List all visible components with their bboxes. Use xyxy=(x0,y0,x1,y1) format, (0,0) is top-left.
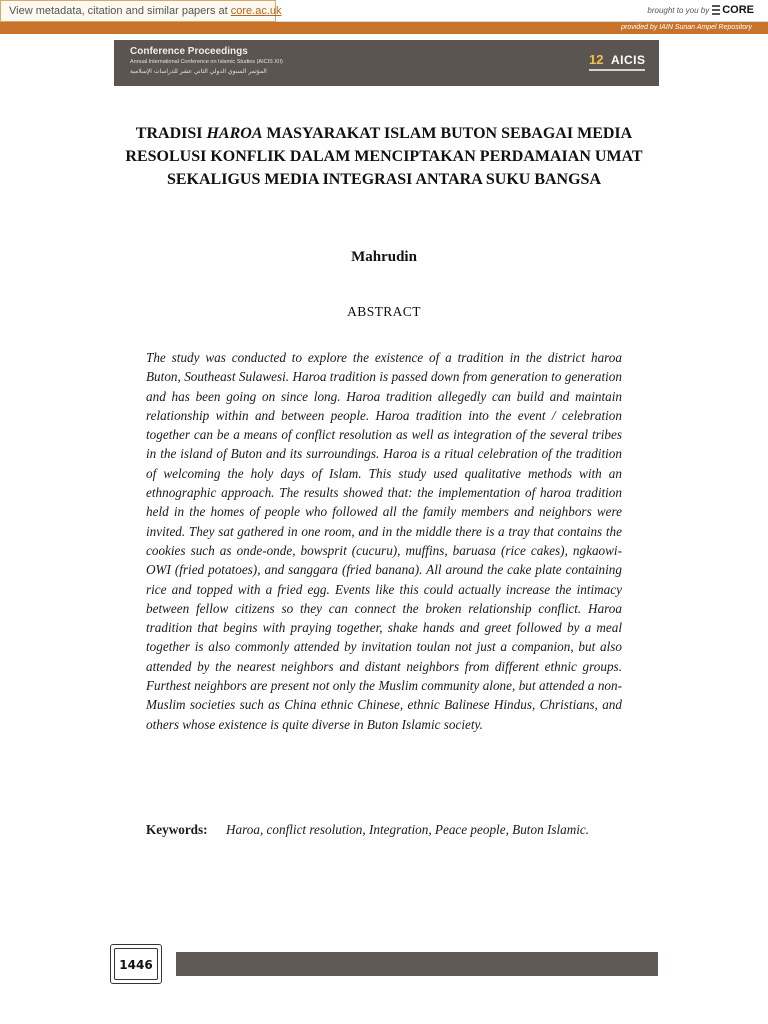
page-number-box xyxy=(110,944,162,984)
paper-author: Mahrudin xyxy=(351,249,417,265)
aicis-logo-acronym: AICIS xyxy=(611,53,646,67)
core-metadata-text: View metadata, citation and similar papers at xyxy=(9,5,231,17)
aicis-logo-underline xyxy=(589,69,645,71)
keywords-list: Haroa, conflict resolution, Integration, Peace people, Buton Islamic. xyxy=(226,822,590,837)
title-rest: MASYARAKAT ISLAM BUTON SEBAGAI MEDIA RESOLUSI KONFLIK DALAM MENCIPTAKAN PERDAMAIAN UMAT SEKALIGUS MEDIA INTEGRASI ANTARA SUKU BANGSA xyxy=(125,125,643,188)
keywords-block xyxy=(146,820,622,839)
footer-bar xyxy=(176,952,658,976)
core-logo[interactable] xyxy=(712,4,754,16)
abstract-heading: ABSTRACT xyxy=(347,304,421,319)
aicis-logo-number: 12 xyxy=(589,52,604,67)
provided-by-text[interactable]: provided by IAIN Sunan Ampel Repository xyxy=(621,24,752,31)
title-italic: HAROA xyxy=(206,125,263,142)
core-metadata-link-box[interactable] xyxy=(0,0,282,22)
core-brought-by[interactable] xyxy=(647,4,754,16)
paper-title xyxy=(120,122,648,191)
core-top-bar xyxy=(0,0,768,22)
keywords-label: Keywords: xyxy=(146,822,208,837)
banner-arabic-subtitle: المؤتمر السنوي الدولي الثاني عشر للدراسات الإسلامية xyxy=(130,68,267,75)
conference-banner xyxy=(114,40,659,86)
banner-title: Conference Proceedings xyxy=(130,46,248,57)
core-logo-text: CORE xyxy=(722,4,754,16)
banner-subtitle: Annual International Conference on Islamic Studies (AICIS XII) xyxy=(130,59,283,65)
aicis-logo xyxy=(589,52,645,68)
abstract-body: The study was conducted to explore the existence of a tradition in the district haroa Buton, Southeast Sulawesi. Haroa tradition is passed down from generation to generation and has been going on since long. Haroa tradition allegedly can build and maintain relationship within and between people. Haroa tradition into the event / celebration together can be a means of conflict resolution as well as integration of the several tribes in the island of Buton and its surroundings. Haroa is a ritual celebration of the tradition of welcoming the holy days of Islam. This study used qualitative methods with an ethnographic approach. The results showed that: the implementation of haroa tradition held in the homes of people who followed all the family members and neighbors were invited. They sat gathered in one room, and in the middle there is a tray that contains the cookies such as onde-onde, bowsprit (cucuru), muffins, baruasa (rice cakes), ngkaowi-OWI (fried potatoes), and sanggara (fried banana). All around the cake plate containing rice and topped with a fried egg. Events like this could actually increase the intimacy between fellow citizens so they can connect the broken relationship conflict. Haroa tradition that begins with praying together, shake hands and greet followed by a meal together is also commonly attended by invitation toulan not just a companion, but also attended by the nearest neighbors and distant neighbors from different ethnic groups. Furthest neighbors are present not only the Muslim community alone, but attended a non-Muslim societies such as China ethnic Chinese, ethnic Balinese Hindus, Christians, and others whose existence is quite diverse in Buton Islamic society. xyxy=(146,350,622,732)
core-logo-icon xyxy=(712,4,720,16)
page-number: 1446 xyxy=(114,948,158,980)
brought-by-text: brought to you by xyxy=(647,5,710,15)
title-prefix: TRADISI xyxy=(135,125,207,142)
provided-by-bar xyxy=(0,22,768,34)
core-ac-uk-link[interactable]: core.ac.uk xyxy=(230,5,282,17)
